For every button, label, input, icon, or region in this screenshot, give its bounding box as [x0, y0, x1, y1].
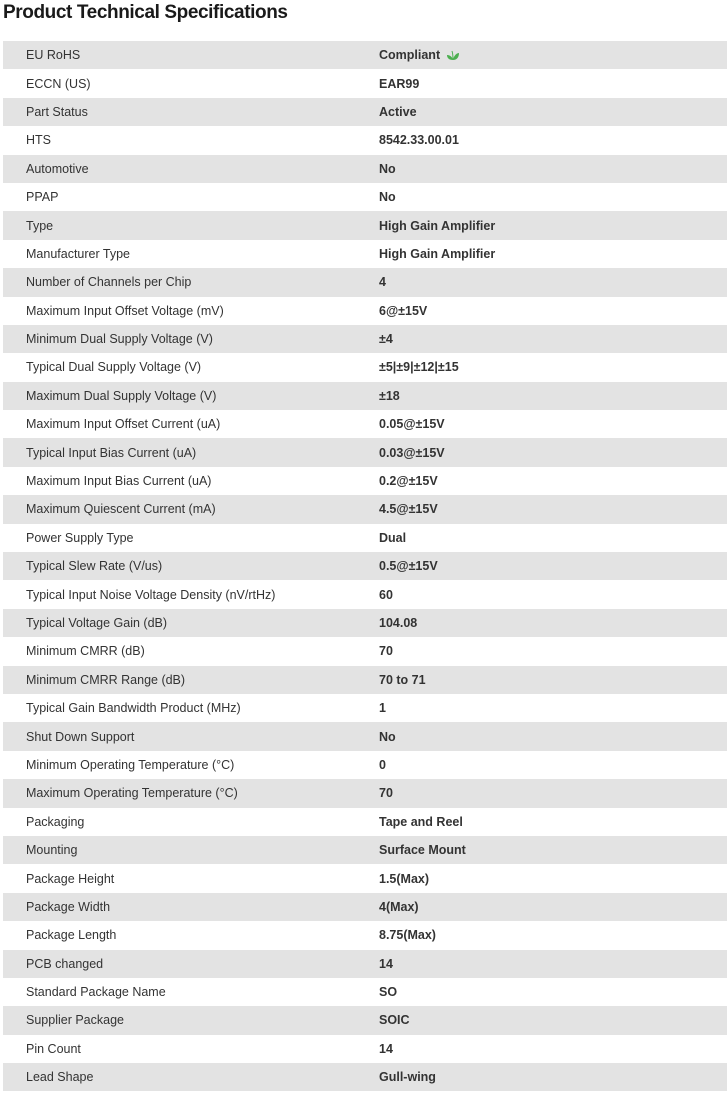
spec-value: 14 — [379, 956, 393, 971]
spec-row-2 — [3, 98, 727, 126]
spec-row-32 — [3, 950, 727, 978]
spec-value-cell — [379, 580, 727, 608]
spec-label: EU RoHS — [26, 48, 81, 63]
spec-label: Maximum Input Offset Voltage (mV) — [26, 303, 224, 318]
spec-value: Gull-wing — [379, 1070, 436, 1085]
spec-value: High Gain Amplifier — [379, 246, 496, 261]
spec-row-11 — [3, 353, 727, 381]
spec-row-3 — [3, 126, 727, 154]
spec-value: ±4 — [379, 332, 393, 347]
spec-value-cell — [379, 98, 727, 126]
spec-value: 8.75(Max) — [379, 928, 436, 943]
spec-label: Typical Slew Rate (V/us) — [26, 559, 163, 574]
spec-label: Minimum Operating Temperature (°C) — [26, 757, 235, 772]
spec-value: No — [379, 161, 396, 176]
spec-value-cell — [379, 921, 727, 949]
spec-value: ±5|±9|±12|±15 — [379, 360, 459, 375]
spec-value: 6@±15V — [379, 303, 428, 318]
spec-row-26 — [3, 779, 727, 807]
spec-label: Standard Package Name — [26, 985, 166, 1000]
spec-value: 1.5(Max) — [379, 871, 430, 886]
spec-value: No — [379, 190, 396, 205]
spec-value-cell — [379, 779, 727, 807]
spec-value: 4(Max) — [379, 899, 419, 914]
spec-label: Packaging — [26, 814, 85, 829]
spec-label: Typical Voltage Gain (dB) — [26, 616, 168, 630]
spec-value-cell — [379, 155, 727, 183]
spec-value: SOIC — [379, 1013, 410, 1028]
spec-label: Minimum CMRR Range (dB) — [26, 672, 186, 687]
spec-value-cell — [379, 211, 727, 239]
spec-value: No — [379, 729, 396, 744]
spec-label: Type — [26, 218, 54, 233]
spec-value-cell — [379, 1035, 727, 1063]
spec-row-24 — [3, 722, 727, 750]
leaf-icon — [446, 49, 460, 61]
spec-row-9 — [3, 297, 727, 325]
spec-label: Supplier Package — [26, 1013, 124, 1028]
spec-value: 8542.33.00.01 — [379, 133, 459, 148]
spec-label: Typical Dual Supply Voltage (V) — [26, 360, 202, 375]
spec-value-cell — [379, 978, 727, 1006]
spec-value-cell — [379, 893, 727, 921]
spec-value-cell — [379, 524, 727, 552]
spec-label: Pin Count — [26, 1041, 81, 1056]
spec-row-6 — [3, 211, 727, 239]
spec-row-4 — [3, 155, 727, 183]
spec-label: Maximum Dual Supply Voltage (V) — [26, 388, 217, 403]
spec-row-10 — [3, 325, 727, 353]
spec-label: Typical Input Bias Current (uA) — [26, 445, 197, 460]
spec-value-cell — [379, 183, 727, 211]
spec-label: Package Width — [26, 899, 111, 914]
spec-value-cell — [379, 808, 727, 836]
spec-value: 60 — [379, 587, 393, 602]
spec-row-17 — [3, 524, 727, 552]
spec-row-22 — [3, 666, 727, 694]
spec-value: 70 — [379, 786, 393, 801]
spec-value-cell — [379, 410, 727, 438]
spec-row-28 — [3, 836, 727, 864]
spec-row-35 — [3, 1035, 727, 1063]
page-title: Product Technical Specifications — [3, 2, 288, 23]
spec-value: 70 to 71 — [379, 672, 426, 687]
spec-value-cell — [379, 126, 727, 154]
spec-value: EAR99 — [379, 76, 420, 91]
spec-row-8 — [3, 268, 727, 296]
spec-label: Maximum Quiescent Current (mA) — [26, 502, 216, 517]
spec-value-cell — [379, 297, 727, 325]
spec-row-7 — [3, 240, 727, 268]
spec-value-cell — [379, 552, 727, 580]
spec-label: Shut Down Support — [26, 729, 135, 744]
spec-row-15 — [3, 467, 727, 495]
spec-value: SO — [379, 985, 398, 1000]
spec-label: Number of Channels per Chip — [26, 275, 192, 290]
spec-row-33 — [3, 978, 727, 1006]
spec-value: Dual — [379, 530, 407, 545]
spec-label: Typical Gain Bandwidth Product (MHz) — [26, 701, 241, 716]
spec-label: Manufacturer Type — [26, 246, 130, 261]
spec-value: ±18 — [379, 388, 400, 403]
spec-label: Typical Input Noise Voltage Density (nV/rtHz) — [26, 587, 276, 602]
spec-label: Maximum Input Offset Current (uA) — [26, 417, 221, 432]
spec-value-cell — [379, 382, 727, 410]
spec-label: Package Height — [26, 871, 115, 886]
spec-value: 1 — [379, 701, 386, 716]
spec-row-1 — [3, 69, 727, 97]
spec-table — [3, 41, 727, 1091]
spec-value-cell — [379, 722, 727, 750]
spec-value-cell — [379, 268, 727, 296]
spec-row-12 — [3, 382, 727, 410]
spec-row-13 — [3, 410, 727, 438]
spec-value: Compliant — [379, 48, 441, 63]
spec-label: HTS — [26, 133, 51, 148]
spec-row-23 — [3, 694, 727, 722]
spec-value-cell — [379, 694, 727, 722]
spec-value: Active — [379, 104, 417, 119]
spec-row-36 — [3, 1063, 727, 1091]
spec-label: Maximum Input Bias Current (uA) — [26, 474, 212, 489]
spec-row-31 — [3, 921, 727, 949]
spec-label: Minimum Dual Supply Voltage (V) — [26, 332, 213, 347]
spec-value-cell — [379, 69, 727, 97]
spec-value-cell — [379, 1006, 727, 1034]
spec-row-34 — [3, 1006, 727, 1034]
spec-value-cell — [379, 666, 727, 694]
spec-table-body — [3, 41, 727, 1091]
spec-row-30 — [3, 893, 727, 921]
spec-value-cell — [379, 1063, 727, 1091]
spec-value-cell — [379, 836, 727, 864]
spec-row-29 — [3, 864, 727, 892]
spec-label: PCB changed — [26, 956, 104, 971]
spec-value-cell — [379, 751, 727, 779]
spec-value-cell — [379, 41, 727, 69]
spec-value: Surface Mount — [379, 843, 466, 858]
spec-label: Minimum CMRR (dB) — [26, 644, 145, 659]
spec-value: High Gain Amplifier — [379, 218, 496, 233]
spec-value: 14 — [379, 1041, 393, 1056]
spec-value-cell — [379, 864, 727, 892]
spec-value: 4.5@±15V — [379, 502, 438, 517]
spec-row-25 — [3, 751, 727, 779]
spec-value-cell — [379, 495, 727, 523]
spec-value: 0.5@±15V — [379, 559, 438, 574]
spec-value-cell — [379, 353, 727, 381]
spec-label: Maximum Operating Temperature (°C) — [26, 786, 238, 801]
spec-row-18 — [3, 552, 727, 580]
spec-value-cell — [379, 325, 727, 353]
spec-row-19 — [3, 580, 727, 608]
spec-row-16 — [3, 495, 727, 523]
spec-row-27 — [3, 808, 727, 836]
spec-row-0 — [3, 41, 727, 69]
spec-label: Power Supply Type — [26, 530, 134, 545]
spec-label: Automotive — [26, 161, 89, 176]
spec-value-cell — [379, 240, 727, 268]
spec-value: 70 — [379, 644, 393, 659]
spec-row-14 — [3, 438, 727, 466]
spec-value: 104.08 — [379, 616, 418, 630]
spec-value-cell — [379, 609, 727, 637]
spec-value: 0.2@±15V — [379, 474, 438, 489]
spec-label: ECCN (US) — [26, 76, 91, 91]
spec-value: Tape and Reel — [379, 814, 463, 829]
spec-value-cell — [379, 467, 727, 495]
spec-value: 0 — [379, 757, 386, 772]
spec-value-cell — [379, 950, 727, 978]
spec-value: 0.05@±15V — [379, 417, 445, 432]
spec-label: Mounting — [26, 843, 78, 858]
spec-value-cell — [379, 637, 727, 665]
spec-row-5 — [3, 183, 727, 211]
spec-label: Part Status — [26, 104, 88, 119]
spec-row-21 — [3, 637, 727, 665]
spec-value-cell — [379, 438, 727, 466]
spec-value: 4 — [379, 275, 386, 290]
spec-label: PPAP — [26, 190, 59, 205]
spec-label: Package Length — [26, 928, 117, 943]
spec-label: Lead Shape — [26, 1070, 94, 1085]
spec-row-20 — [3, 609, 727, 637]
spec-value: 0.03@±15V — [379, 445, 445, 460]
